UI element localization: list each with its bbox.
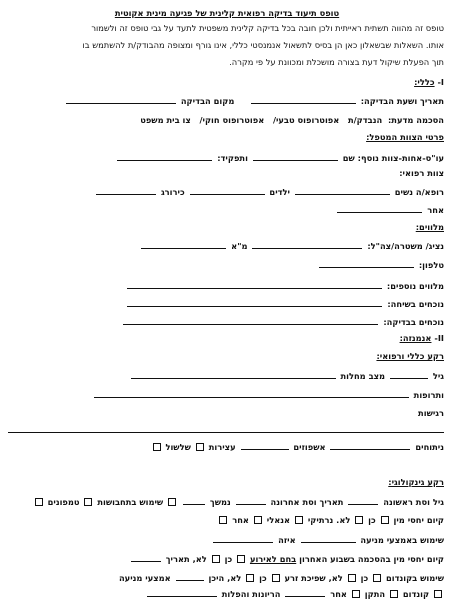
age-field[interactable] [390,370,428,379]
consensual-sex-row [8,553,444,564]
pads-label: שימוש בתחבושות [97,497,164,507]
condoms-row [8,572,444,583]
method-iud-label: התקן [364,589,386,599]
ejaculation-no-label: לא, היכן [208,573,242,583]
social-worker-role-label: ותפקיד: [217,153,248,163]
present-interview-row [8,298,444,309]
consensual-sex-no-label: לא, [192,554,207,564]
consensual-sex-date-field[interactable] [131,553,161,562]
intercourse-label: קיום יחסי מין [393,515,444,525]
surgeries-field[interactable] [330,441,410,450]
menarche-label: גיל וסת ראשונה [383,497,444,507]
intercourse-row [8,515,444,525]
pediatrician-label: ילדים [269,187,290,197]
method-other-label: אחר [330,589,347,599]
intercourse-vaginal-checkbox[interactable] [295,516,303,524]
contraception-label: שימוש באמצעי מניעה [360,535,444,545]
present-interview-field[interactable] [127,298,382,307]
method-condom-label: קונדום [402,589,430,599]
allergies-field[interactable] [8,432,444,433]
present-exam-field[interactable] [123,316,378,325]
ejaculation-no-checkbox[interactable] [246,574,254,582]
condoms-no-label: לא, שפיכת זרע [284,573,343,583]
police-rep-field[interactable] [252,240,362,249]
condoms-label: שימוש בקונדום [385,573,444,583]
pads-checkbox[interactable] [168,498,176,506]
contraception-row [8,534,444,545]
surgeries-row [8,441,444,452]
medications-field[interactable] [94,389,409,398]
surgeon-field[interactable] [96,186,156,195]
police-id-field[interactable] [141,240,226,249]
medications-row [8,389,444,400]
consent-row [8,115,444,125]
condoms-yes-label: כן [360,573,369,583]
intercourse-other-checkbox[interactable] [219,516,227,524]
section-2-title: אנמנזה: [399,333,432,343]
menarche-field[interactable] [348,496,378,505]
consent-option-self[interactable]: הנבדק/ת [347,115,383,125]
ejaculation-where-field[interactable] [176,572,204,581]
section-1-number: I- [437,77,444,87]
phone-field[interactable] [319,259,414,268]
phone-row [8,259,444,270]
pads-tampons-extra-checkbox[interactable] [35,498,43,506]
diarrhea-checkbox[interactable] [153,443,161,451]
exam-date-label: תאריך ושעת הבדיקה: [360,96,444,106]
consent-option-legal-guardian[interactable]: אפוטרופוס חוקי/ [199,115,265,125]
intercourse-yes-checkbox[interactable] [381,516,389,524]
exam-place-label: מקום הבדיקה [180,96,235,106]
consensual-sex-no-checkbox[interactable] [212,555,220,563]
gyn-title: רקע גינקולוגי: [388,477,444,487]
intro-line-3: תוך הפעלת שיקול דעת בצורה מושכלת ומכוונת על פי מקרה. [229,57,444,67]
consent-option-court-order[interactable]: צו בית משפט [140,115,191,125]
age-label: גיל [432,371,444,381]
social-worker-row [8,152,444,163]
section-2-number: II- [434,333,444,343]
intro-line-2: אותו. השאלות שבשאלון כאן הן בסיס לתשאול אנמנסטי כללי, אינו גורף ומצופה מהבודק/ת להשתמש בו [82,40,444,50]
intercourse-no-label: לא. [336,515,351,525]
lmp-label: תאריך וסת אחרונה [270,497,344,507]
gynecologist-label: רופא/ה נשים [394,187,444,197]
pregnancies-field[interactable] [147,588,217,597]
intercourse-anal-checkbox[interactable] [254,516,262,524]
contraception-which-field[interactable] [213,534,273,543]
tampons-checkbox[interactable] [84,498,92,506]
police-rep-row [8,240,444,251]
method-other-field[interactable] [285,588,325,597]
diarrhea-label: שלשול [165,442,191,452]
exam-place-field[interactable] [66,95,176,104]
present-exam-row [8,316,444,327]
condoms-no-checkbox[interactable] [348,574,356,582]
social-worker-role-field[interactable] [117,152,212,161]
section-1-title: כללי: [414,77,435,87]
section-1-heading [8,77,444,87]
method-iud-checkbox[interactable] [390,590,398,598]
pregnancies-label: הריונות והפלות [221,589,281,599]
ejaculation-yes-label: כן [259,573,267,583]
consensual-sex-yes-checkbox[interactable] [237,555,245,563]
escorts-title: מלווים: [415,222,444,232]
bleeding-field[interactable] [183,496,205,505]
other-staff-row [8,204,444,215]
consensual-sex-yes-label: כן [224,554,233,564]
condoms-yes-checkbox[interactable] [373,574,381,582]
section-2-heading [8,333,444,343]
age-conditions-row [8,370,444,381]
intercourse-yes-label: כן [368,515,376,525]
other-staff-label: אחר [427,205,444,215]
consent-option-natural-guardian[interactable]: אפוטרופוס טבעי/ [272,115,340,125]
doctors-row [8,186,444,197]
present-interview-label: נוכחים בשיחה: [387,299,444,309]
consensual-sex-label: קיום יחסי מין בהסכמה בשבוע האחרון [299,554,444,564]
method-other-checkbox[interactable] [352,590,360,598]
intercourse-other-label: אחר [232,515,249,525]
consensual-sex-before-label: בחם לאירוע [249,554,297,564]
pediatrician-field[interactable] [190,186,265,195]
phone-label: טלפון: [418,260,444,270]
intercourse-anal-label: אנאלי [266,515,291,525]
method-row [8,588,444,599]
contraception-which-label: איזה [278,535,296,545]
constipation-label: עצירות [208,442,236,452]
present-exam-label: נוכחים בבדיקה: [383,317,444,327]
form-title: טופס תיעוד בדיקה רפואית קלינית של פגיעה מינית אקוטית [114,8,340,18]
police-id-label: מ"א [231,241,248,251]
exam-date-row [8,95,444,106]
medications-label: ותרופות [413,390,444,400]
extra-escorts-label: מלווים נוספים: [386,281,444,291]
allergies-label: רגישות [418,408,444,418]
conditions-field[interactable] [131,370,336,379]
bleeding-label: נמשך [209,497,231,507]
extra-escorts-row [8,280,444,291]
method-condom-checkbox[interactable] [434,590,442,598]
menstrual-row [8,496,444,507]
intercourse-no-checkbox[interactable] [355,516,363,524]
gynecologist-field[interactable] [295,186,390,195]
team-title: פרטי הצוות המטפל: [366,132,444,142]
ejaculation-yes-checkbox[interactable] [272,574,280,582]
exam-date-field[interactable] [251,95,356,104]
police-rep-label: נציג/ משטרה/צה"ל: [367,241,444,251]
social-worker-label: עו"ס-אחות-צוות נוסף: שם [342,153,444,163]
social-worker-name-field[interactable] [253,152,338,161]
constipation-checkbox[interactable] [196,443,204,451]
conditions-label: מצב מחלות [340,371,386,381]
contraception-method-label: אמצעי מניעה [118,573,171,583]
extra-escorts-field[interactable] [127,280,382,289]
hospitalizations-label: אשפוזים [293,442,326,452]
consensual-sex-date-label: תאריך [165,554,190,564]
hospitalizations-field[interactable] [241,441,289,450]
medical-team-label: צוות רפואי: [399,168,444,178]
intro-line-1: טופס זה מהווה תשתית ראייתית ולכן חובה בכל בדיקה קלינית משפטית לתעד על גבי טופס זה ולשמור [91,23,444,33]
background-title: רקע כללי ורפואי: [376,351,444,361]
consent-label: הסכמה מדעת: [387,115,444,125]
surgeries-label: ניתוחים [415,442,444,452]
tampons-label: טמפונים [47,497,80,507]
intercourse-vaginal-label: נרתיקי [307,515,334,525]
surgeon-label: כירורג [160,187,185,197]
lmp-field[interactable] [236,496,266,505]
other-staff-field[interactable] [337,204,422,213]
contraception-field[interactable] [301,534,356,543]
